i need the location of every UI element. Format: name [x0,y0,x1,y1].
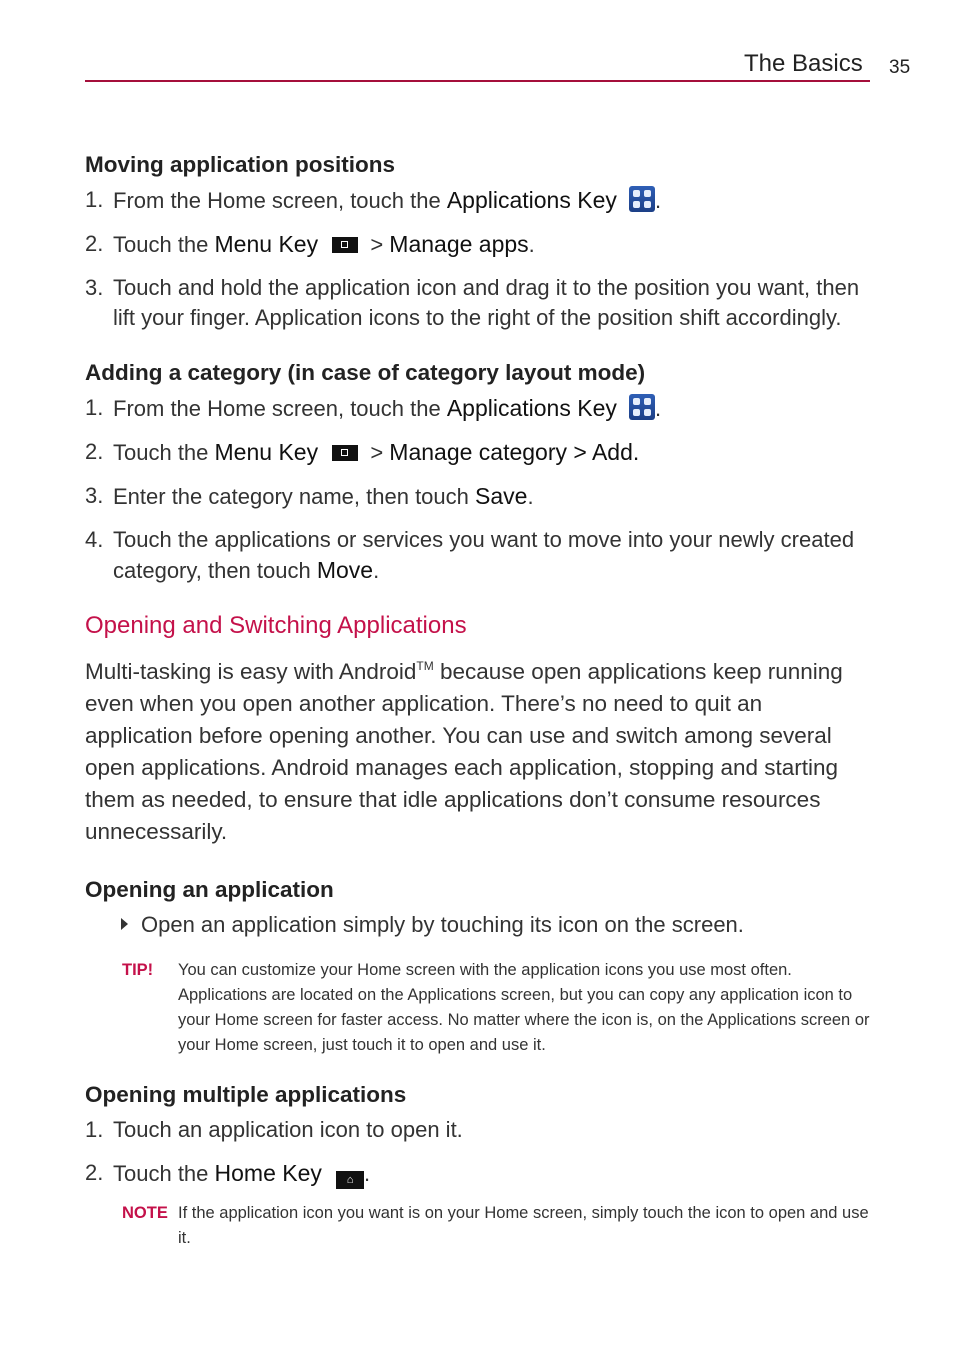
step-punct: . [364,1161,371,1186]
trademark-mark: TM [416,659,434,673]
paragraph-text: because open applications keep running even when you open another application. There’s no need to quit an application before opening another. You can use and switch among several open applications. Android manages each application, stopping and starting them as needed, to ensure that idle applications don’t consume resources unnecessarily. [85,659,843,844]
move-label: Move [316,557,374,583]
save-label: Save [475,483,528,509]
list-item [85,1158,875,1189]
step-punct: . [655,396,662,421]
moving-steps [85,185,875,333]
step-text: Touch an application icon to open it. [113,1117,463,1142]
list-item [85,525,875,586]
step-text: Touch the [113,1161,215,1186]
section-title-moving: Moving application positions [85,152,396,177]
section-title-opening: Opening an application [85,877,334,902]
list-item [85,1115,875,1145]
bullet-arrow-icon [121,918,128,930]
section-title-adding: Adding a category (in case of category layout mode) [85,360,646,385]
step-number: 3. [85,275,104,300]
section-title-switching: Opening and Switching Applications [85,612,467,639]
menu-key-icon [332,445,358,461]
step-text: From the Home screen, touch the [113,396,447,421]
step-number: 4. [85,527,104,552]
header-divider [85,80,870,82]
home-key-label: Home Key [214,1160,322,1186]
switching-paragraph [85,650,875,848]
page-number: 35 [889,57,911,78]
page-content [85,150,875,1251]
tip-label: TIP! [122,961,154,979]
note-label: NOTE [122,1204,168,1222]
step-text: Touch the [113,232,215,257]
menu-key-label: Menu Key [214,439,319,465]
list-item [85,910,875,940]
step-punct: . [528,232,535,257]
manage-apps-label: Manage apps [389,231,529,257]
step-punct: . [527,484,534,509]
list-item [85,185,875,216]
applications-key-label: Applications Key [446,187,617,213]
tip-block [85,958,875,1058]
step-punct: . [655,188,662,213]
step-text: Enter the category name, then touch [113,484,476,509]
note-block [85,1201,875,1251]
step-number: 1. [85,1117,104,1142]
step-number: 1. [85,395,104,420]
menu-key-icon [332,237,358,253]
bullet-text: Open an application simply by touching its icon on the screen. [141,912,744,937]
list-item [85,229,875,260]
step-text: From the Home screen, touch the [113,188,447,213]
step-text: Touch the [113,440,215,465]
step-separator: > [364,440,390,465]
home-key-icon: ⌂ [336,1171,364,1189]
step-text: Touch and hold the application icon and drag it to the position you want, then lift your finger. Application icons to the right of the position shift accordingly. [113,275,860,330]
step-number: 2. [85,439,104,464]
multiple-steps [85,1115,875,1189]
list-item [85,437,875,468]
list-item [85,273,875,333]
list-item [85,481,875,512]
step-text: Touch the applications or services you want to move into your newly created category, then touch [113,527,855,583]
header-title: The Basics [744,50,863,77]
step-number: 2. [85,1160,104,1185]
step-number: 3. [85,483,104,508]
manage-category-label: Manage category > Add. [389,439,640,465]
applications-key-icon [629,394,655,420]
note-text: If the application icon you want is on your Home screen, simply touch the icon to open and use it. [178,1204,869,1247]
menu-key-label: Menu Key [214,231,319,257]
adding-steps [85,393,875,586]
section-title-multiple: Opening multiple applications [85,1082,407,1107]
step-punct: . [373,558,380,583]
step-number: 1. [85,187,104,212]
paragraph-text: Multi-tasking is easy with Android [85,659,417,684]
tip-text: You can customize your Home screen with the application icons you use most often. Applications are located on the Applications screen, but you can copy any application icon to your Home screen for faster access. No matter where the icon is, on the Applications screen or your Home screen, just touch it to open and use it. [178,961,870,1054]
step-number: 2. [85,231,104,256]
applications-key-label: Applications Key [446,395,617,421]
step-separator: > [364,232,390,257]
list-item [85,393,875,424]
applications-key-icon [629,186,655,212]
